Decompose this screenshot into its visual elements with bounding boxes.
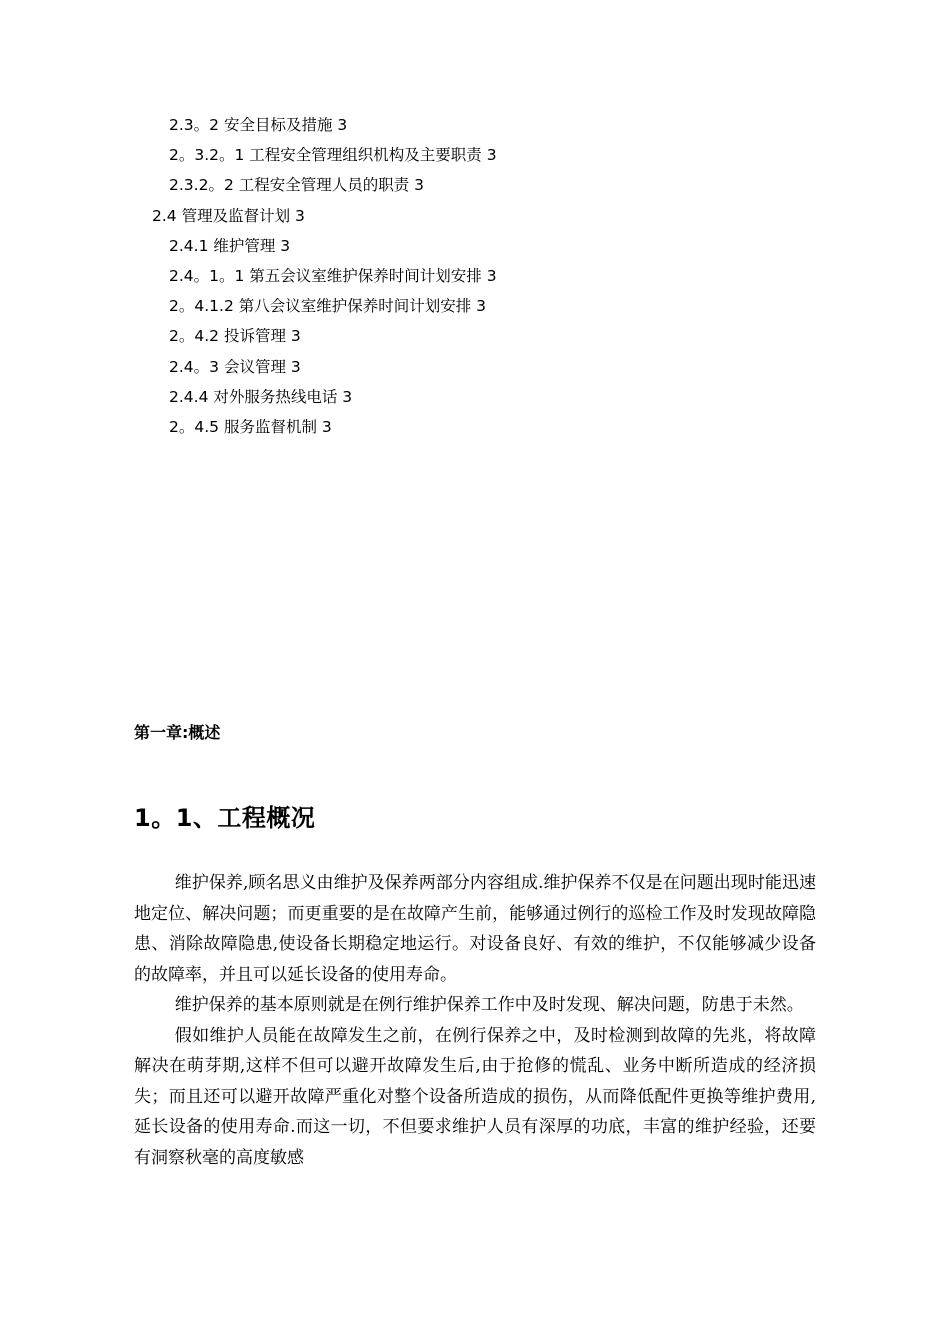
toc-entry-text: 2。4.1.2 第八会议室维护保养时间计划安排 3 <box>169 297 487 316</box>
toc-entry-text: 2。4.5 服务监督机制 3 <box>169 417 332 436</box>
toc-entry[interactable] <box>0 203 950 233</box>
toc-entry-text: 2.4 管理及监督计划 3 <box>152 206 305 225</box>
toc-entry[interactable] <box>0 293 950 323</box>
toc-entry[interactable] <box>0 414 950 444</box>
toc-entry-text: 2.4。3 会议管理 3 <box>169 357 301 376</box>
body-paragraph: 假如维护人员能在故障发生之前，在例行保养之中，及时检测到故障的先兆，将故障解决在萌芽期,这样不但可以避开故障发生后,由于抢修的慌乱、业务中断所造成的经济损失；而且还可以避开故障严重化对整个设备所造成的损伤，从而降低配件更换等维护费用,延长设备的使用寿命.而这一切，不但要求维护人员有深厚的功底，丰富的维护经验，还要有洞察秋毫的高度敏感 <box>134 1025 816 1168</box>
toc-entry[interactable] <box>0 323 950 353</box>
toc-entry-text: 2.4.1 维护管理 3 <box>169 236 291 255</box>
toc-entry[interactable] <box>0 233 950 263</box>
section-heading: 1。1、工程概况 <box>134 804 316 832</box>
toc-entry-text: 2.4.4 对外服务热线电话 3 <box>169 387 353 406</box>
toc-entry[interactable] <box>0 384 950 414</box>
table-of-contents <box>0 112 950 444</box>
body-paragraph: 维护保养,顾名思义由维护及保养两部分内容组成.维护保养不仅是在问题出现时能迅速地定位、解决问题；而更重要的是在故障产生前，能够通过例行的巡检工作及时发现故障隐患、消除故障隐患,使设备长期稳定地运行。对设备良好、有效的维护，不仅能够减少设备的故障率，并且可以延长设备的使用寿命。 <box>134 873 816 985</box>
toc-entry[interactable] <box>0 142 950 172</box>
toc-entry-text: 2.4。1。1 第五会议室维护保养时间计划安排 3 <box>169 266 497 285</box>
toc-entry[interactable] <box>0 263 950 293</box>
body-paragraph: 维护保养的基本原则就是在例行维护保养工作中及时发现、解决问题，防患于未然。 <box>174 995 804 1015</box>
toc-entry[interactable] <box>0 172 950 202</box>
toc-entry-text: 2.3。2 安全目标及措施 3 <box>169 116 348 134</box>
toc-entry-text: 2。3.2。1 工程安全管理组织机构及主要职责 3 <box>169 146 497 165</box>
toc-entry-text: 2.3.2。2 工程安全管理人员的职责 3 <box>169 176 425 195</box>
chapter-title: 第一章:概述 <box>134 723 221 742</box>
toc-entry[interactable] <box>0 354 950 384</box>
toc-entry[interactable] <box>0 112 950 142</box>
toc-entry-text: 2。4.2 投诉管理 3 <box>169 327 301 346</box>
section-body <box>134 868 816 1173</box>
